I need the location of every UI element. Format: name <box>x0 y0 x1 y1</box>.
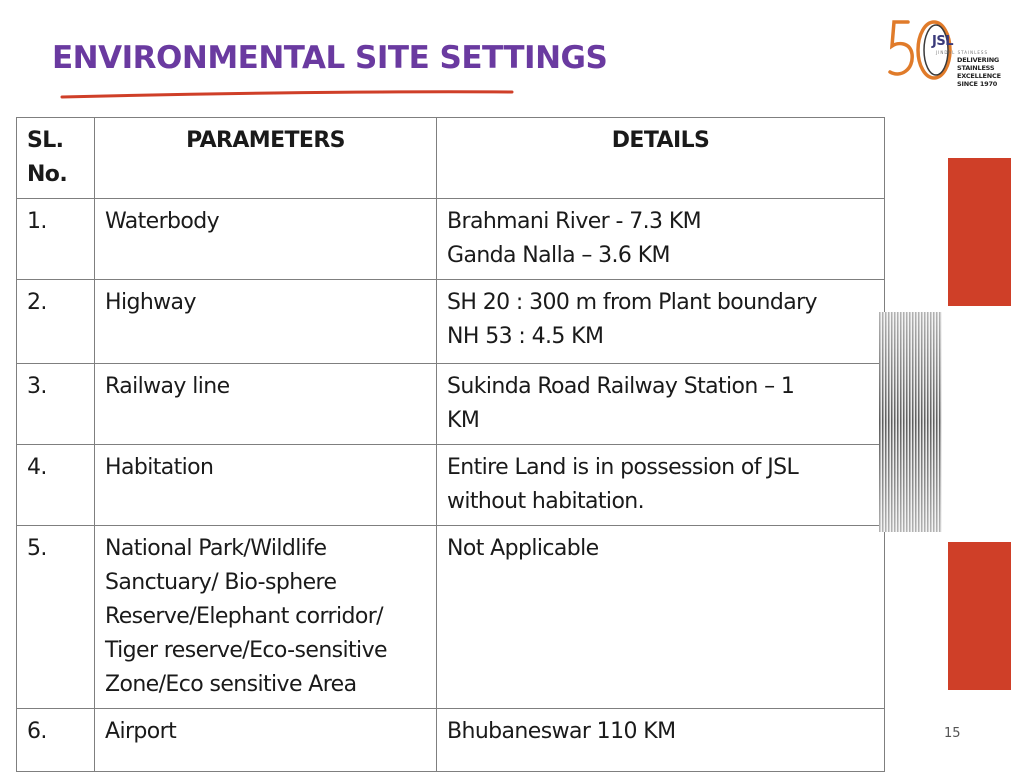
parameter-line: Railway line <box>105 374 230 399</box>
header-parameters: PARAMETERS <box>95 118 437 199</box>
logo-tagline: DELIVERING STAINLESS EXCELLENCE SINCE 1970 <box>957 56 1001 88</box>
page-title: ENVIRONMENTAL SITE SETTINGS <box>52 40 608 76</box>
details-line: NH 53 : 4.5 KM <box>447 324 604 349</box>
header-sl-no: SL. No. <box>17 118 95 199</box>
details-line: KM <box>447 408 480 433</box>
title-underline <box>60 89 516 101</box>
cell-parameter <box>95 199 437 280</box>
parameter-line: Tiger reserve/Eco-sensitive <box>105 638 387 663</box>
table-row <box>17 526 885 709</box>
details-line: Not Applicable <box>447 536 599 561</box>
cell-sl-no: 5. <box>17 526 95 709</box>
cell-details <box>437 280 885 364</box>
details-line: Entire Land is in possession of JSL <box>447 455 799 480</box>
table-row <box>17 199 885 280</box>
parameter-line: Reserve/Elephant corridor/ <box>105 604 383 629</box>
cell-parameter <box>95 280 437 364</box>
details-line: Brahmani River - 7.3 KM <box>447 209 702 234</box>
decorative-stripe-pattern <box>879 312 942 532</box>
cell-parameter <box>95 364 437 445</box>
parameter-line: Habitation <box>105 455 214 480</box>
cell-details <box>437 199 885 280</box>
details-line: without habitation. <box>447 489 645 514</box>
header-details: DETAILS <box>437 118 885 199</box>
details-line: Ganda Nalla – 3.6 KM <box>447 243 670 268</box>
table-row <box>17 709 885 772</box>
environmental-settings-table <box>16 117 885 772</box>
accent-bar-bottom <box>948 542 1011 690</box>
accent-bar-top <box>948 158 1011 306</box>
parameter-line: Zone/Eco sensitive Area <box>105 672 357 697</box>
details-line: Bhubaneswar 110 KM <box>447 719 676 744</box>
cell-sl-no: 1. <box>17 199 95 280</box>
table-row <box>17 364 885 445</box>
logo-wordmark: JSL <box>932 34 953 49</box>
company-logo <box>886 12 1022 92</box>
cell-details <box>437 364 885 445</box>
parameter-line: Waterbody <box>105 209 220 234</box>
table-header-row <box>17 118 885 199</box>
cell-sl-no: 2. <box>17 280 95 364</box>
cell-details <box>437 526 885 709</box>
parameter-line: Sanctuary/ Bio-sphere <box>105 570 337 595</box>
cell-details <box>437 709 885 772</box>
parameter-line: National Park/Wildlife <box>105 536 327 561</box>
cell-parameter <box>95 526 437 709</box>
page-number: 15 <box>944 726 961 741</box>
table-row <box>17 280 885 364</box>
cell-parameter <box>95 445 437 526</box>
parameter-line: Airport <box>105 719 177 744</box>
cell-parameter <box>95 709 437 772</box>
logo-subword: JINDAL STAINLESS <box>936 50 989 55</box>
parameter-line: Highway <box>105 290 196 315</box>
cell-details <box>437 445 885 526</box>
details-line: Sukinda Road Railway Station – 1 <box>447 374 795 399</box>
cell-sl-no: 6. <box>17 709 95 772</box>
table-row <box>17 445 885 526</box>
cell-sl-no: 4. <box>17 445 95 526</box>
cell-sl-no: 3. <box>17 364 95 445</box>
details-line: SH 20 : 300 m from Plant boundary <box>447 290 817 315</box>
